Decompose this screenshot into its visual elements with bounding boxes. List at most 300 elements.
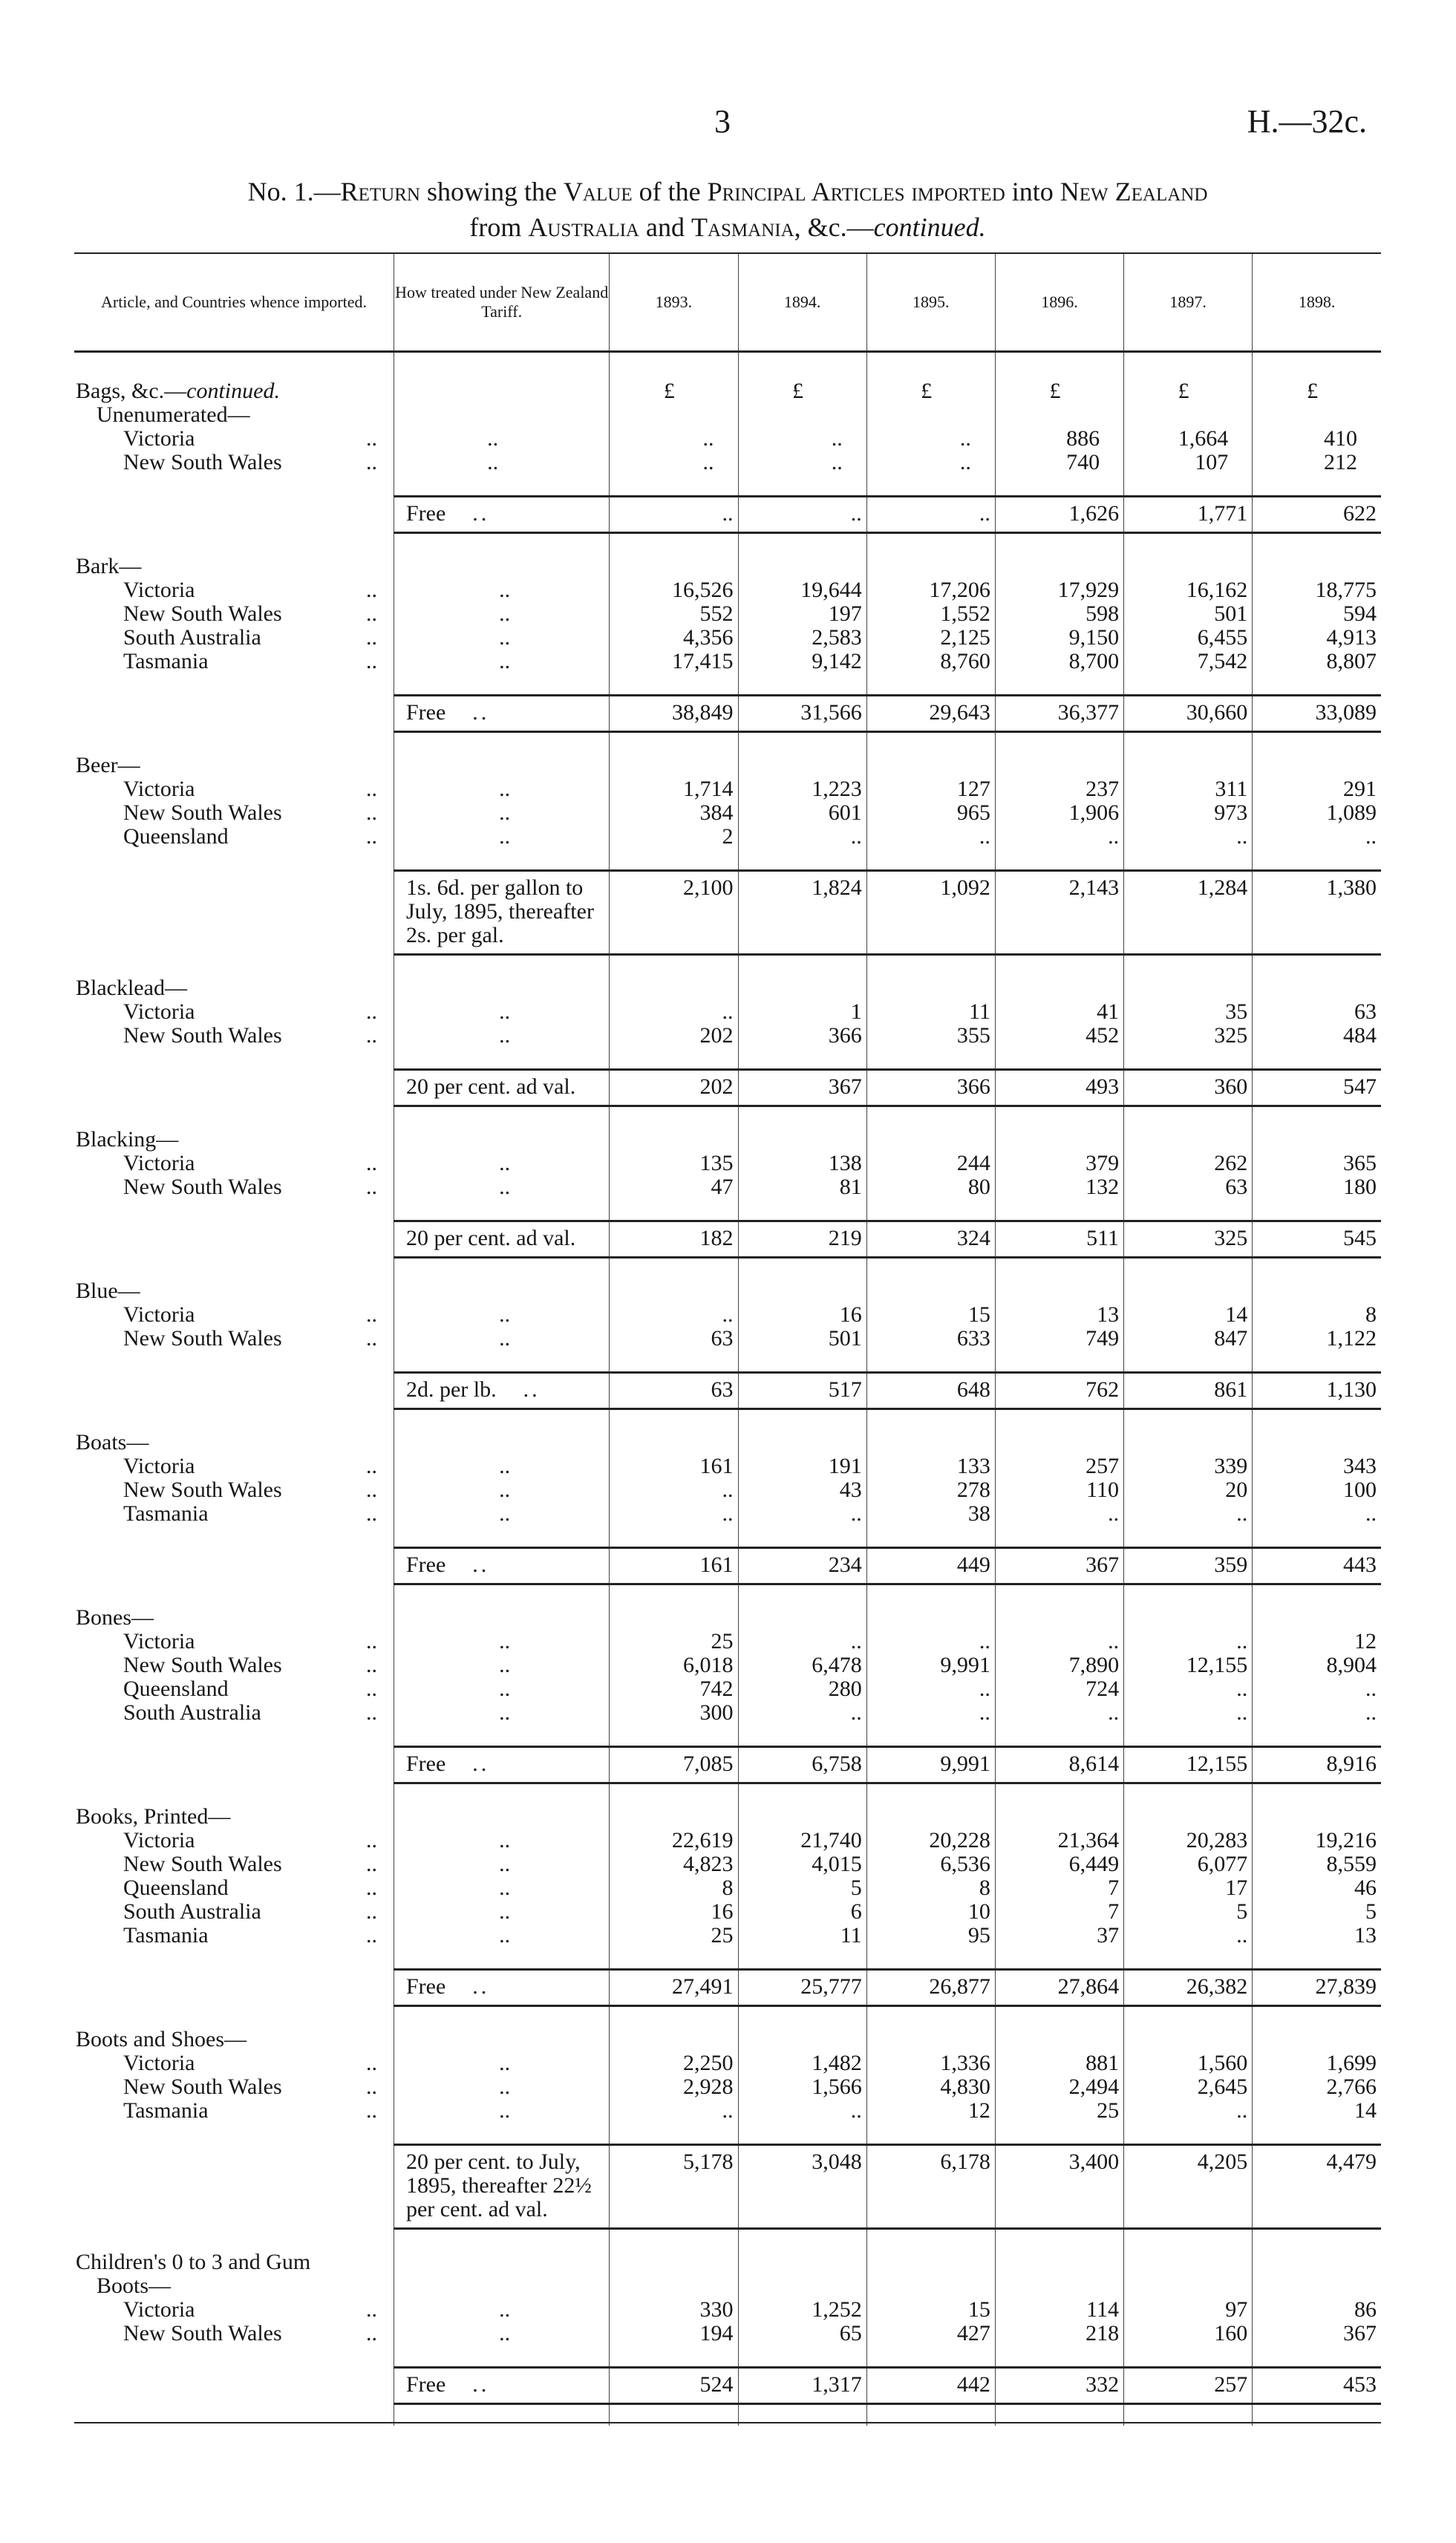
cell-value: 8,904 [1326, 1653, 1377, 1677]
cell-value: 2,250 [683, 2051, 734, 2075]
cell-value: 19,644 [800, 578, 862, 602]
total-cell [1253, 871, 1381, 955]
total-article-cell [74, 1070, 394, 1106]
country-row [76, 626, 394, 650]
title-return: Return [340, 177, 420, 206]
spacer-cell [610, 2345, 738, 2368]
spacer-cell [1124, 2229, 1253, 2251]
blank-line [610, 1128, 733, 1152]
cell-value: 2,645 [1197, 2074, 1248, 2099]
spacer-cell [1124, 352, 1253, 380]
blank-line [1253, 976, 1377, 1000]
leader-dots: .. [365, 450, 377, 474]
table-section [74, 1606, 1381, 1725]
cell-value: .. [1108, 1629, 1120, 1654]
spacer-row [74, 2345, 1381, 2368]
cell-value: 17,415 [672, 649, 734, 673]
spacer-cell [1253, 732, 1381, 754]
currency-symbol: £ [921, 379, 933, 403]
cell-value: 1,906 [1068, 800, 1120, 825]
total-cell [866, 1373, 995, 1409]
spacer-cell [610, 1783, 738, 1806]
country-row [76, 777, 394, 801]
cell-value: .. [702, 426, 714, 451]
total-value: .. [979, 501, 990, 526]
total-cell [738, 1747, 866, 1783]
leader-dots: .. [472, 2372, 490, 2397]
country-name: New South Wales [123, 2074, 282, 2099]
header-row [74, 253, 1381, 352]
title-new-zealand: New Zealand [1060, 177, 1208, 206]
total-cell [1124, 497, 1253, 533]
spacer-cell [995, 1258, 1123, 1280]
spacer-cell [1253, 1048, 1381, 1070]
cell-value: .. [1236, 1501, 1248, 1526]
year-cell [1124, 976, 1253, 1048]
year-cell [1124, 379, 1253, 474]
cell-value: 180 [1343, 1175, 1377, 1199]
currency-symbol: £ [792, 379, 804, 403]
spacer-cell [394, 2229, 609, 2251]
total-value: 219 [828, 1226, 862, 1250]
country-row [76, 1303, 394, 1327]
title-tasmania: Tasmania [691, 212, 794, 242]
spacer-cell [610, 1106, 738, 1129]
cell-value: .. [1236, 824, 1248, 849]
cell-value: 9,150 [1068, 625, 1120, 650]
leader-dots: .. [365, 1677, 377, 1701]
year-cell [1124, 1606, 1253, 1725]
cell-value: 63 [711, 1326, 734, 1351]
country-row [76, 2298, 394, 2322]
spacer-cell [866, 1948, 995, 1970]
cell-value: 25 [711, 1629, 734, 1654]
total-value: 3,048 [812, 2149, 862, 2174]
year-cell [1253, 1279, 1381, 1351]
section-heading: Bark— [76, 554, 142, 578]
total-cell [995, 1373, 1123, 1409]
country-row [76, 2075, 394, 2099]
cell-value: 43 [839, 1478, 862, 1502]
spacer-cell [1253, 1409, 1381, 1432]
year-cell [995, 1805, 1123, 1948]
total-cell [995, 1970, 1123, 2006]
cell-value: 15 [967, 2297, 990, 2322]
tariff-treatment [406, 1075, 609, 1099]
country-row [76, 2051, 394, 2075]
year-cell [1253, 2028, 1381, 2123]
total-value: 4,479 [1326, 2149, 1377, 2174]
country-name: Victoria [123, 2297, 195, 2322]
spacer-cell [866, 2229, 995, 2251]
blank-line [610, 1805, 733, 1829]
cell-value: 8 [722, 1876, 734, 1900]
blank-line [867, 1805, 990, 1829]
cell-value: 16,526 [672, 578, 734, 602]
spacer-row [74, 2123, 1381, 2145]
article-cell [74, 1279, 394, 1351]
year-cell [866, 1606, 995, 1725]
spacer-cell [394, 1584, 609, 1607]
blank-line [400, 1128, 609, 1152]
blank-line [739, 2250, 862, 2274]
tariff-cell [394, 1128, 609, 1199]
total-cell [1253, 1070, 1381, 1106]
leader-dots: .. [365, 1478, 377, 1502]
spacer-cell [74, 1351, 394, 1373]
tariff-value: .. [499, 625, 511, 650]
tariff-cell [394, 976, 609, 1048]
leader-dots: .. [365, 1326, 377, 1351]
title-etc: , &c.— [794, 212, 874, 242]
total-cell [610, 871, 738, 955]
tariff-value: .. [499, 1501, 511, 1526]
cell-value: .. [1108, 1501, 1120, 1526]
spacer-cell [1124, 1584, 1253, 1607]
spacer-cell [394, 352, 609, 380]
total-value: 161 [699, 1553, 734, 1577]
total-cell [1253, 1970, 1381, 2006]
spacer-cell [394, 732, 609, 754]
total-article-cell [74, 2145, 394, 2229]
cell-value: 5 [850, 1876, 862, 1900]
total-row [74, 2368, 1381, 2404]
table-section [74, 754, 1381, 849]
total-cell [1253, 1221, 1381, 1258]
year-cell [1124, 555, 1253, 673]
leader-dots: .. [365, 1700, 377, 1725]
leader-dots: .. [523, 1377, 541, 1402]
blank-line [1124, 976, 1247, 1000]
table-section [74, 2028, 1381, 2123]
total-cell [738, 1970, 866, 2006]
leader-dots: .. [472, 700, 490, 725]
section-heading: Bones— [76, 1605, 154, 1630]
blank-line [610, 2274, 733, 2298]
country-name: New South Wales [123, 1175, 282, 1199]
blank-line [739, 403, 843, 427]
tariff-treatment-text: 1s. 6d. per gallon to July, 1895, thereafter 2s. per gal. [405, 875, 594, 947]
cell-value: .. [959, 450, 971, 474]
spacer-cell [738, 955, 866, 977]
cell-value: .. [1365, 1677, 1377, 1701]
total-row [74, 1747, 1381, 1783]
tariff-value: .. [499, 999, 511, 1024]
total-row [74, 871, 1381, 955]
total-value: 1,130 [1326, 1377, 1377, 1402]
spacer-row [74, 533, 1381, 555]
cell-value: 379 [1086, 1151, 1120, 1175]
country-name: Tasmania [123, 1501, 209, 1526]
spacer-cell [1124, 1725, 1253, 1747]
blank-line [400, 754, 609, 777]
total-cell [738, 2368, 866, 2404]
cell-value: 17 [1225, 1876, 1248, 1900]
total-cell [995, 2368, 1123, 2404]
cell-value: 15 [967, 1302, 990, 1327]
section-heading: Boots— [97, 2273, 172, 2298]
year-cell [1253, 2250, 1381, 2345]
total-value: 27,864 [1057, 1974, 1120, 1999]
total-cell [1124, 696, 1253, 732]
leader-dots: .. [365, 625, 377, 650]
spacer-cell [866, 955, 995, 977]
total-cell [866, 497, 995, 533]
title-showing: showing the [420, 177, 564, 206]
country-row [76, 427, 394, 451]
cell-value: 7,542 [1197, 649, 1248, 673]
cell-value: 1,664 [1178, 426, 1229, 451]
country-name: Victoria [123, 578, 195, 602]
tariff-value: .. [499, 1923, 511, 1948]
total-cell [995, 1221, 1123, 1258]
year-cell [738, 555, 866, 673]
table-section [74, 1279, 1381, 1351]
total-value: 5,178 [683, 2149, 734, 2174]
total-value: 3,400 [1068, 2149, 1120, 2174]
blank-line [400, 2274, 609, 2298]
total-cell [1253, 2145, 1381, 2229]
currency-symbol: £ [1049, 379, 1061, 403]
total-cell [995, 2145, 1123, 2229]
total-value: 8,916 [1326, 1752, 1377, 1776]
cell-value: 325 [1214, 1023, 1248, 1048]
header-year: 1897. [1124, 253, 1253, 352]
total-cell [1124, 1747, 1253, 1783]
total-tariff-cell [394, 2145, 609, 2229]
total-article-cell [74, 696, 394, 732]
total-value: 524 [699, 2372, 734, 2397]
spacer-cell [74, 1258, 394, 1280]
blank-line [1253, 2274, 1377, 2298]
blank-line [400, 2028, 609, 2051]
cell-value: 12 [1354, 1629, 1377, 1654]
spacer-cell [1253, 2006, 1381, 2028]
total-value: 332 [1086, 2372, 1120, 2397]
country-name: Victoria [123, 1828, 195, 1852]
spacer-cell [866, 1783, 995, 1806]
total-cell [866, 871, 995, 955]
spacer-cell [74, 849, 394, 871]
blank-line [1253, 1606, 1377, 1630]
cell-value: 4,356 [683, 625, 734, 650]
blank-line [400, 1279, 609, 1303]
spacer-cell [738, 732, 866, 754]
spacer-cell [738, 2123, 866, 2145]
table-section [74, 1805, 1381, 1948]
spacer-cell [394, 1048, 609, 1070]
section-heading-text: Bags, &c.— [76, 379, 187, 403]
spacer-cell [995, 2229, 1123, 2251]
blank-line [1253, 1279, 1377, 1303]
tariff-value: .. [487, 450, 499, 474]
country-name: Victoria [123, 2051, 195, 2075]
tariff-value: .. [499, 1478, 511, 1502]
blank-line [867, 1128, 990, 1152]
tariff-value: .. [499, 1151, 511, 1175]
total-cell [610, 1747, 738, 1783]
total-cell [995, 497, 1123, 533]
tariff-treatment [406, 2150, 609, 2222]
total-value: 648 [956, 1377, 990, 1402]
tariff-cell [394, 1805, 609, 1948]
spacer-cell [1253, 474, 1381, 497]
total-value: 547 [1343, 1074, 1377, 1099]
tariff-value: .. [499, 601, 511, 626]
article-cell [74, 2028, 394, 2123]
total-cell [866, 696, 995, 732]
cell-value: 8,760 [940, 649, 990, 673]
total-value: 31,566 [800, 700, 862, 725]
spacer-cell [74, 673, 394, 696]
spacer-cell [74, 1106, 394, 1129]
spacer-row [74, 1409, 1381, 1432]
table-title [74, 174, 1381, 245]
cell-value: 2,494 [1068, 2074, 1120, 2099]
spacer-cell [610, 1258, 738, 1280]
total-cell [866, 2145, 995, 2229]
total-cell [866, 1548, 995, 1584]
total-value: 1,092 [940, 875, 990, 900]
leader-dots: .. [472, 1553, 490, 1577]
blank-line [996, 2028, 1119, 2051]
total-cell [738, 1548, 866, 1584]
total-tariff-cell [394, 1747, 609, 1783]
country-name: Victoria [123, 426, 195, 451]
cell-value: 8 [1365, 1302, 1377, 1327]
total-value: 359 [1214, 1553, 1248, 1577]
year-cell [610, 1279, 738, 1351]
total-cell [738, 1221, 866, 1258]
spacer-cell [1253, 673, 1381, 696]
cell-value: 65 [839, 2321, 862, 2345]
cell-value: .. [850, 1501, 862, 1526]
cell-value: .. [850, 824, 862, 849]
total-value: 1,824 [812, 875, 862, 900]
spacer-cell [610, 1526, 738, 1548]
spacer-cell [394, 1409, 609, 1432]
total-cell [995, 871, 1123, 955]
total-cell [610, 1373, 738, 1409]
cell-value: 35 [1225, 999, 1248, 1024]
cell-value: 218 [1086, 2321, 1120, 2345]
spacer-row [74, 673, 1381, 696]
spacer-cell [738, 352, 866, 380]
total-tariff-cell [394, 1373, 609, 1409]
cell-value: 6,536 [940, 1852, 990, 1876]
cell-value: .. [1365, 824, 1377, 849]
blank-line [400, 1431, 609, 1455]
spacer-cell [995, 955, 1123, 977]
spacer-cell [394, 533, 609, 555]
currency-symbol: £ [1307, 379, 1319, 403]
total-value: 26,382 [1186, 1974, 1248, 1999]
year-cell [866, 1128, 995, 1199]
total-value: .. [722, 501, 734, 526]
spacer-row [74, 732, 1381, 754]
cell-value: .. [850, 1700, 862, 1725]
year-cell [866, 2250, 995, 2345]
spacer-cell [738, 1783, 866, 1806]
cell-value: 138 [828, 1151, 862, 1175]
spacer-row [74, 1199, 1381, 1221]
total-value: 517 [828, 1377, 862, 1402]
tariff-treatment-text: 20 per cent. ad val. [405, 1226, 576, 1250]
cell-value: 886 [1066, 426, 1100, 451]
total-cell [995, 1070, 1123, 1106]
leader-dots: .. [365, 1151, 377, 1175]
year-cell [995, 1279, 1123, 1351]
cell-value: 16 [711, 1899, 734, 1924]
cell-value: 1,699 [1326, 2051, 1377, 2075]
spacer-cell [610, 2229, 738, 2251]
cell-value: 6,449 [1068, 1852, 1120, 1876]
spacer-cell [995, 2006, 1123, 2028]
cell-value: 501 [1214, 601, 1248, 626]
spacer-cell [995, 2345, 1123, 2368]
tariff-cell [394, 555, 609, 673]
article-cell [74, 379, 394, 474]
blank-line [996, 1431, 1119, 1455]
cell-value: 7 [1108, 1876, 1120, 1900]
cell-value: 847 [1214, 1326, 1248, 1351]
header-year: 1895. [866, 253, 995, 352]
year-cell [738, 754, 866, 849]
spacer-cell [738, 1948, 866, 1970]
total-cell [866, 1221, 995, 1258]
year-cell [738, 1128, 866, 1199]
spacer-cell [74, 2123, 394, 2145]
year-cell [866, 1431, 995, 1526]
cell-value: 132 [1086, 1175, 1120, 1199]
blank-line [1253, 2028, 1377, 2051]
blank-line [739, 1279, 862, 1303]
section-heading: Blacklead— [76, 976, 187, 1000]
spacer-cell [394, 1199, 609, 1221]
year-cell [866, 1279, 995, 1351]
cell-value: 18,775 [1315, 578, 1377, 602]
spacer-cell [394, 1725, 609, 1747]
cell-value: 330 [699, 2297, 734, 2322]
spacer-cell [995, 1409, 1123, 1432]
blank-line [996, 555, 1119, 578]
spacer-cell [866, 1526, 995, 1548]
cell-value: 80 [967, 1175, 990, 1199]
spacer-cell [394, 673, 609, 696]
country-row [76, 1152, 394, 1175]
article-cell [74, 1128, 394, 1199]
total-value: 1,317 [812, 2372, 862, 2397]
cell-value: .. [1108, 824, 1120, 849]
article-cell [74, 1606, 394, 1725]
spacer-cell [995, 352, 1123, 380]
cell-value: 881 [1086, 2051, 1120, 2075]
tariff-treatment [406, 1378, 609, 1402]
total-row [74, 1221, 1381, 1258]
total-cell [866, 1970, 995, 2006]
country-name: Tasmania [123, 649, 209, 673]
total-value: 202 [699, 1074, 734, 1099]
cell-value: 191 [828, 1454, 862, 1478]
spacer-cell [995, 474, 1123, 497]
cell-value: 355 [956, 1023, 990, 1048]
spacer-cell [610, 1584, 738, 1607]
country-name: South Australia [123, 625, 261, 650]
cell-value: 1,252 [812, 2297, 862, 2322]
spacer-cell [1124, 1409, 1253, 1432]
spacer-cell [866, 2345, 995, 2368]
total-value: 8,614 [1068, 1752, 1120, 1776]
